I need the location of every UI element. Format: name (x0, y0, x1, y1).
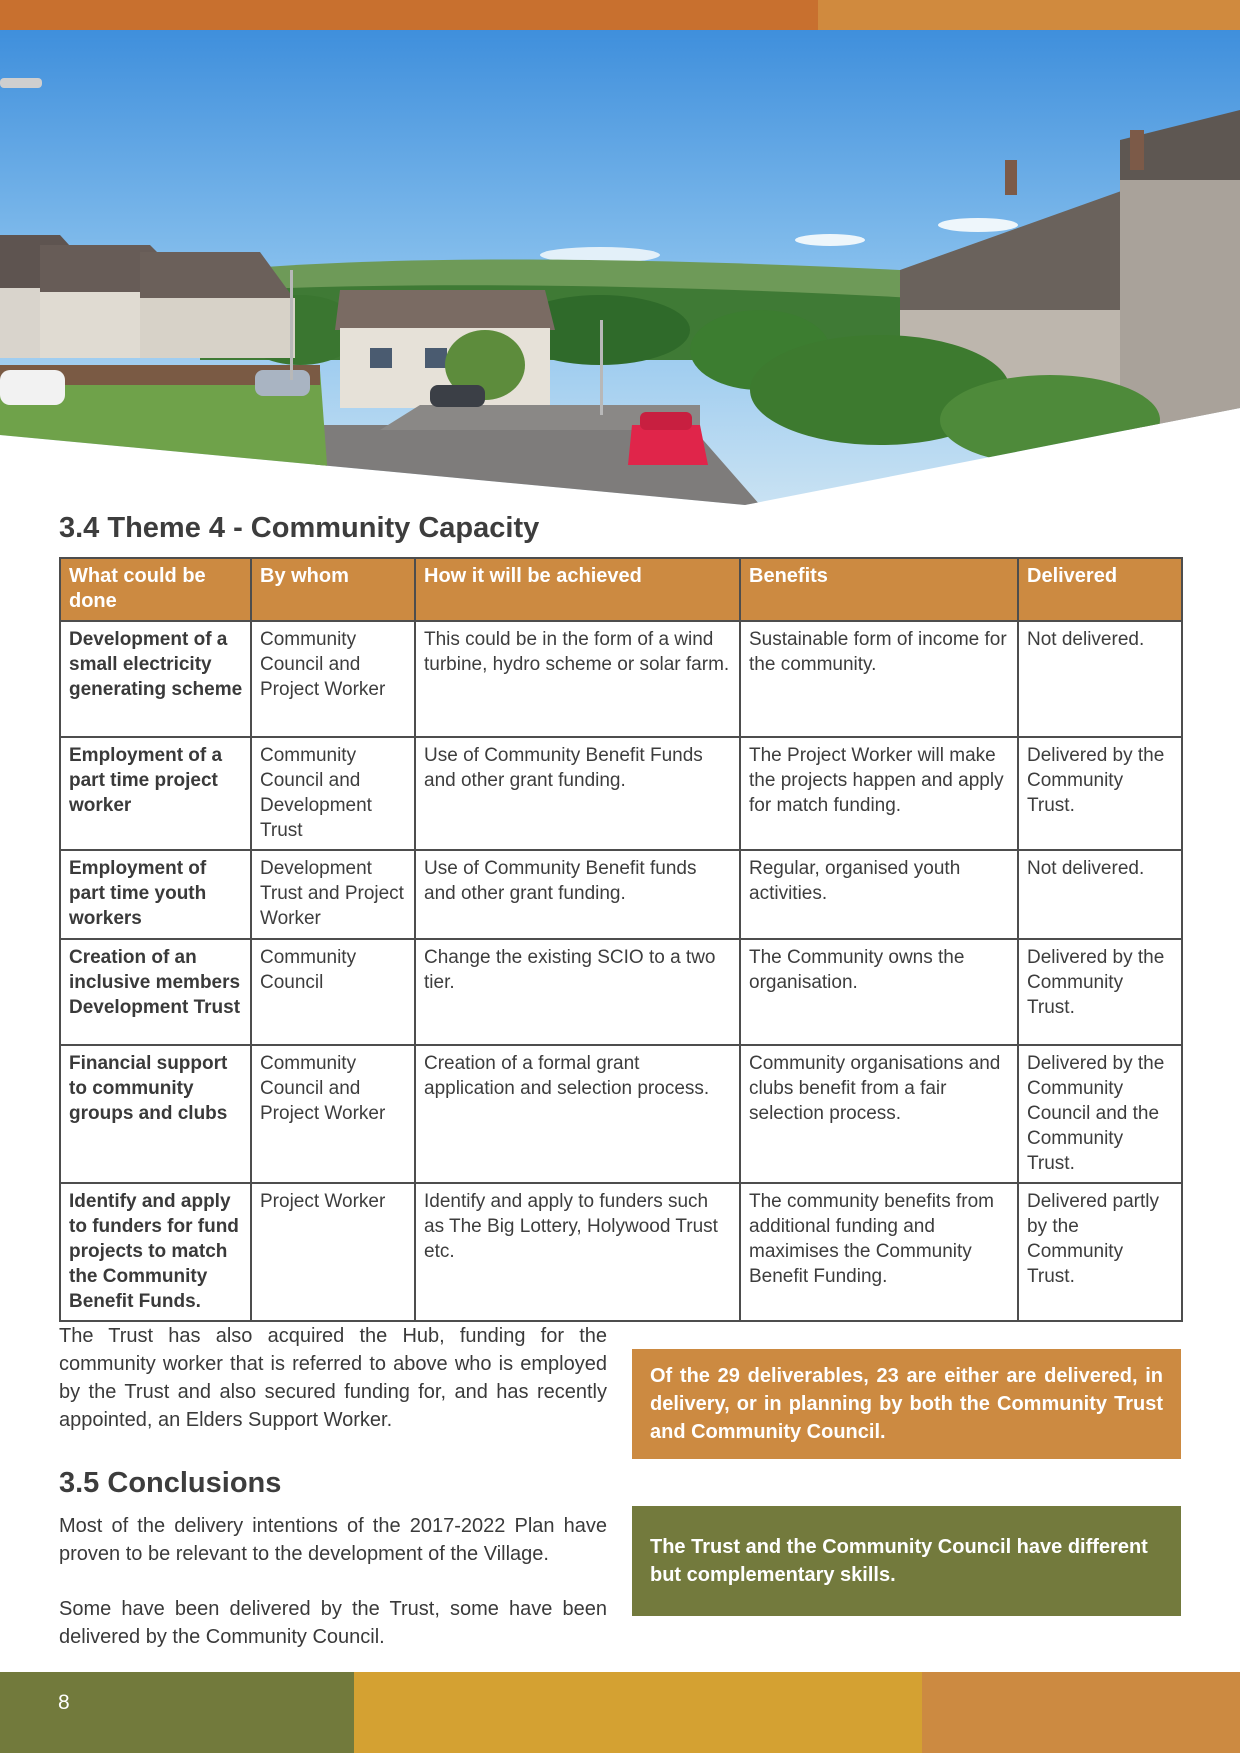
table-row (60, 621, 1182, 737)
table-cell: Use of Community Benefit funds and other grant funding. (415, 850, 740, 939)
top-bar-segment-dark (0, 0, 818, 30)
footer-color-bar (0, 1672, 1240, 1753)
table-row (60, 737, 1182, 850)
table-cell: Delivered partly by the Community Trust. (1018, 1183, 1182, 1321)
table-row (60, 850, 1182, 939)
hero-village-photo (0, 30, 1240, 505)
column-header-benefits: Benefits (740, 558, 1018, 621)
table-cell: Change the existing SCIO to a two tier. (415, 939, 740, 1045)
table-cell: Community Council and Project Worker (251, 1045, 415, 1183)
table-cell: Community Council (251, 939, 415, 1045)
table-cell: Community organisations and clubs benefit from a fair selection process. (740, 1045, 1018, 1183)
table-cell: Employment of part time youth workers (60, 850, 251, 939)
table-cell: Not delivered. (1018, 621, 1182, 737)
table-cell: This could be in the form of a wind turbine, hydro scheme or solar farm. (415, 621, 740, 737)
page-number: 8 (58, 1691, 70, 1714)
table-cell: Sustainable form of income for the community. (740, 621, 1018, 737)
column-header-delivered: Delivered (1018, 558, 1182, 621)
top-bar-segment-light (818, 0, 1240, 30)
table-row (60, 1045, 1182, 1183)
column-header-how: How it will be achieved (415, 558, 740, 621)
table-cell: Development of a small electricity generating scheme (60, 621, 251, 737)
conclusion-paragraph: Most of the delivery intentions of the 2017-2022 Plan have proven to be relevant to the development of the Village. (59, 1515, 607, 1565)
deliverables-callout-text: Of the 29 deliverables, 23 are either are delivered, in delivery, or in planning by both the Community Trust and Community Council. (650, 1365, 1163, 1443)
table-cell: The community benefits from additional funding and maximises the Community Benefit Funding. (740, 1183, 1018, 1321)
table-cell: Identify and apply to funders such as The Big Lottery, Holywood Trust etc. (415, 1183, 740, 1321)
footer-segment-orange (922, 1672, 1240, 1753)
footer-segment-mustard (354, 1672, 922, 1753)
table-cell: Identify and apply to funders for fund projects to match the Community Benefit Funds. (60, 1183, 251, 1321)
conclusion-paragraph: Some have been delivered by the Trust, some have been delivered by the Community Council. (59, 1598, 607, 1648)
table-header-row (60, 558, 1182, 621)
skills-callout-text: The Trust and the Community Council have different but complementary skills. (650, 1536, 1148, 1586)
table-cell: The Community owns the organisation. (740, 939, 1018, 1045)
table-cell: Use of Community Benefit Funds and other grant funding. (415, 737, 740, 850)
section-heading-theme-4: 3.4 Theme 4 - Community Capacity (59, 512, 540, 544)
table-row (60, 939, 1182, 1045)
table-cell: Regular, organised youth activities. (740, 850, 1018, 939)
footer-segment-olive (0, 1672, 354, 1753)
skills-callout (632, 1506, 1181, 1616)
column-header-by-whom: By whom (251, 558, 415, 621)
table-cell: The Project Worker will make the projects happen and apply for match funding. (740, 737, 1018, 850)
column-header-what: What could be done (60, 558, 251, 621)
table-cell: Employment of a part time project worker (60, 737, 251, 850)
table-cell: Community Council and Development Trust (251, 737, 415, 850)
table-cell: Project Worker (251, 1183, 415, 1321)
table-cell: Delivered by the Community Council and the Community Trust. (1018, 1045, 1182, 1183)
table-cell: Delivered by the Community Trust. (1018, 939, 1182, 1045)
table-cell: Creation of an inclusive members Development Trust (60, 939, 251, 1045)
table-cell: Creation of a formal grant application and selection process. (415, 1045, 740, 1183)
table-cell: Delivered by the Community Trust. (1018, 737, 1182, 850)
table-cell: Not delivered. (1018, 850, 1182, 939)
table-row (60, 1183, 1182, 1321)
top-color-bar (0, 0, 1240, 30)
table-cell: Financial support to community groups and clubs (60, 1045, 251, 1183)
deliverables-callout (632, 1349, 1181, 1459)
table-cell: Community Council and Project Worker (251, 621, 415, 737)
hub-paragraph: The Trust has also acquired the Hub, funding for the community worker that is referred to above who is employed by the Trust and also secured funding for, and has recently appointed, an Elders Support Worker. (59, 1325, 607, 1431)
community-capacity-table (59, 557, 1183, 1322)
section-heading-conclusions: 3.5 Conclusions (59, 1467, 282, 1499)
table-cell: Development Trust and Project Worker (251, 850, 415, 939)
